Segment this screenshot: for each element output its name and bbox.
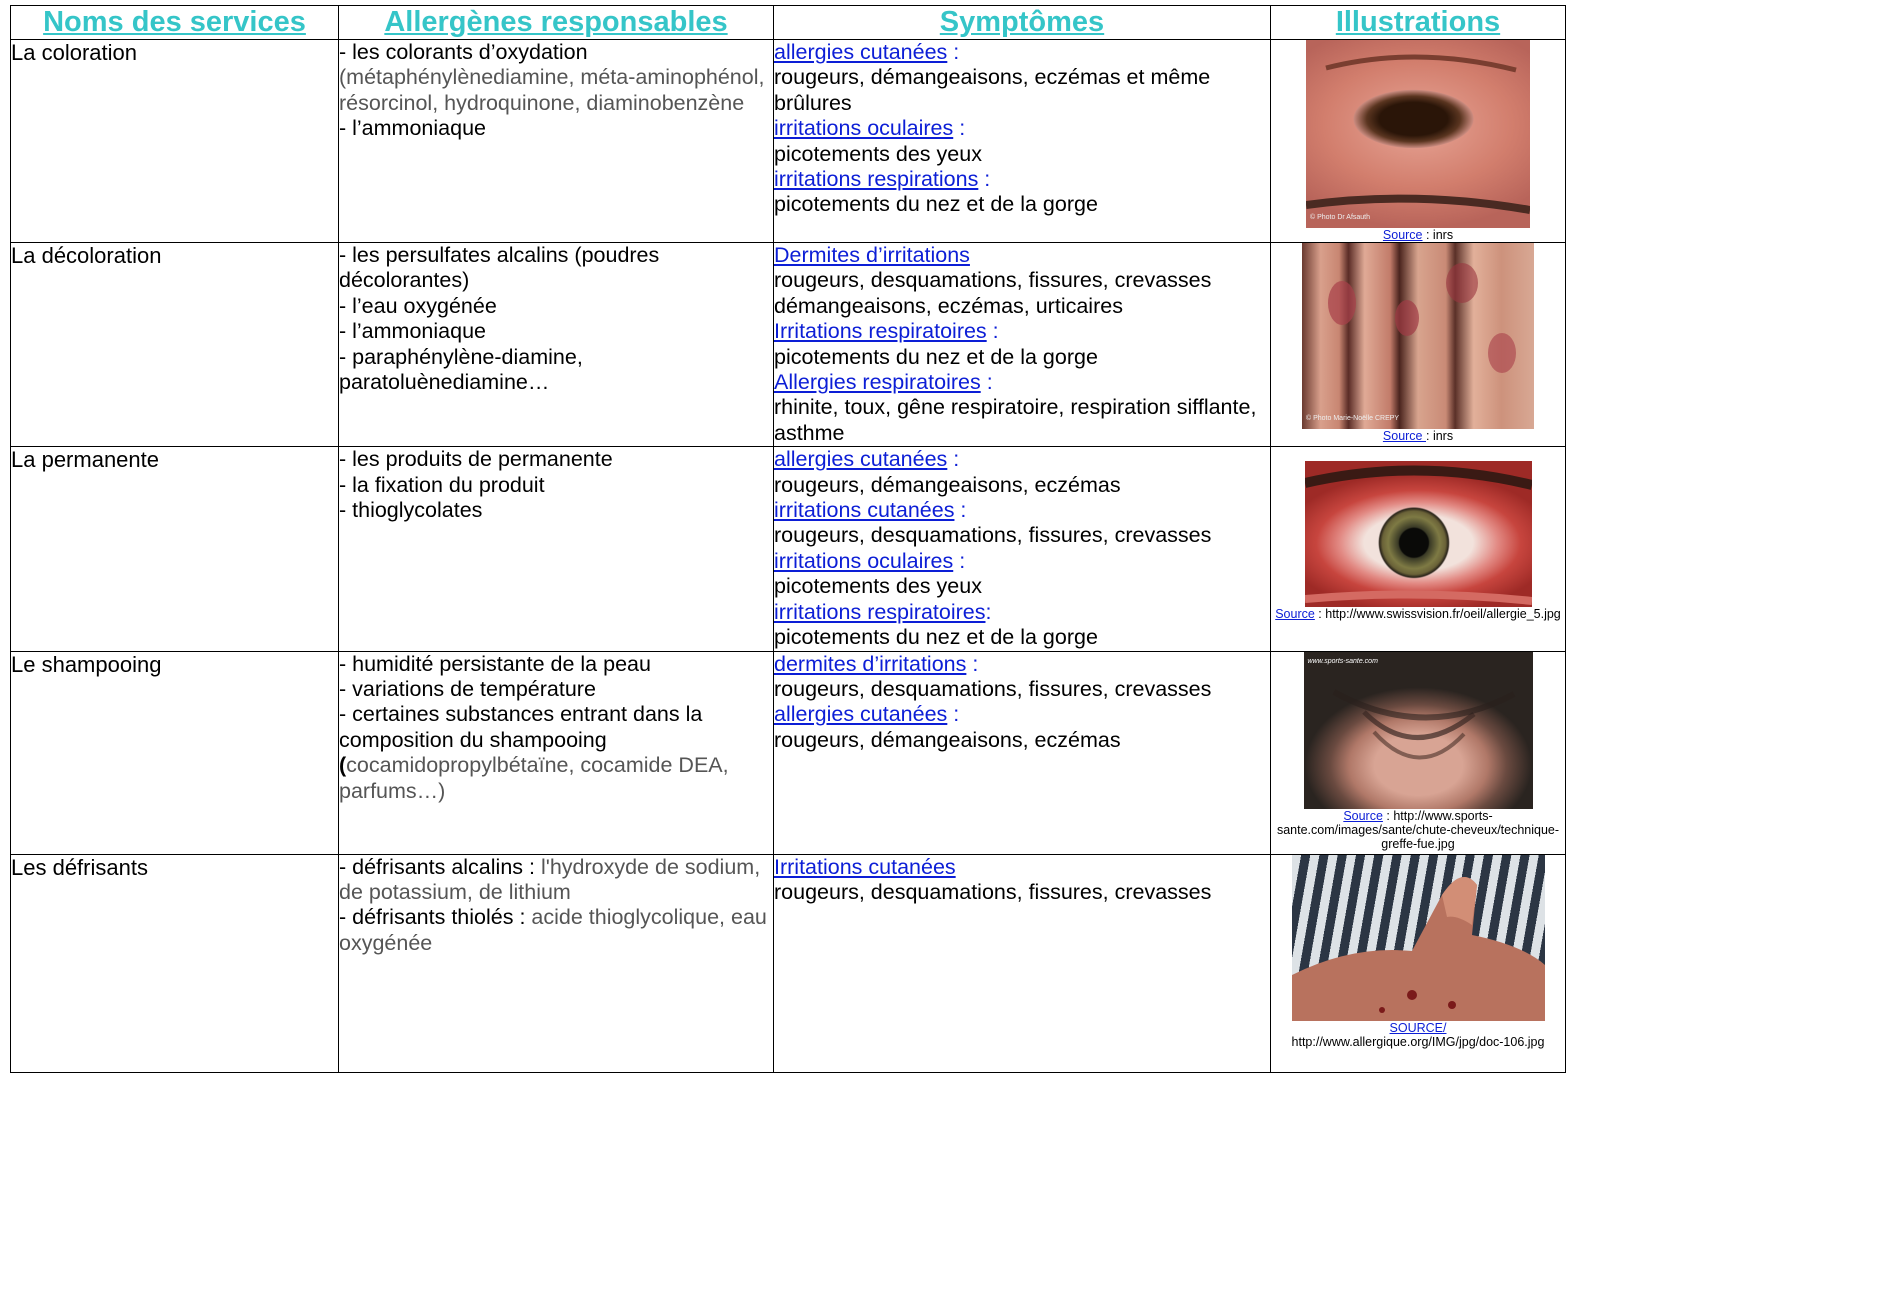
symptom-heading: irritations respiratoires: [774,599,992,624]
symptom-link[interactable]: dermites d’irritations [774,651,967,676]
illustration-cell [1271,447,1566,651]
symptom-text: picotements du nez et de la gorge [774,625,1098,650]
symptom-heading: allergies cutanées : [774,702,960,727]
symptom-heading: Allergies respiratoires : [774,370,993,395]
paren: ( [339,753,347,778]
image-caption: Source : http://www.sports-sante.com/images/sante/chute-cheveux/technique-greffe-fue.jpg [1276,808,1560,851]
table-row [11,651,1566,854]
symptom-text: rougeurs, démangeaisons, eczémas et même brûlures [774,65,1211,115]
allergen-line: - la fixation du produit [339,472,545,497]
image-caption: SOURCE/ http://www.allergique.org/IMG/jpg/doc-106.jpg [1291,1020,1545,1049]
allergens-cell [339,243,774,447]
header-cell [339,6,774,40]
allergen-line: - variations de température [339,676,596,701]
allergens-cell [339,40,774,243]
illustration-cell [1271,243,1566,447]
symptom-text: rougeurs, desquamations, fissures, crevasses [774,676,1212,701]
symptom-link[interactable]: Dermites d’irritations [774,243,970,267]
allergens-cell [339,447,774,651]
service-name: La décoloration [11,243,339,447]
allergy-table [10,5,1566,1073]
illustration-cell [1271,651,1566,854]
symptoms-cell [774,651,1271,854]
allergen-line: - les produits de permanente [339,447,613,472]
image-caption: Source : http://www.swissvision.fr/oeil/allergie_5.jpg [1275,607,1561,622]
bloodshot-eye-photo [1305,461,1532,607]
source-link[interactable]: Source [1343,808,1383,823]
symptom-link[interactable]: allergies cutanées [774,702,948,727]
allergen-line: - les colorants d’oxydation [339,40,588,64]
symptom-link[interactable]: irritations respiratoires [774,599,986,624]
symptom-link[interactable]: allergies cutanées [774,40,948,64]
allergen-line: - l’ammoniaque [339,116,486,141]
symptom-link[interactable]: Irritations cutanées [774,854,956,879]
table-row [11,447,1566,651]
red-eye-photo: © Photo Dr Afsauth [1306,40,1530,228]
symptoms-cell [774,854,1271,1072]
symptom-text: picotements du nez et de la gorge [774,344,1098,369]
allergen-line: - thioglycolates [339,498,483,523]
table-row [11,40,1566,243]
symptom-link[interactable]: irritations oculaires [774,548,954,573]
irritated-fingers-photo: © Photo Marie-Noëlle CREPY [1302,243,1534,429]
symptom-heading: allergies cutanées : [774,447,960,472]
symptom-heading: irritations oculaires : [774,116,966,141]
symptom-heading: allergies cutanées : [774,40,960,64]
source-link[interactable]: Source [1382,228,1423,242]
service-name: La coloration [11,40,339,243]
symptom-text: picotements des yeux [774,141,982,166]
symptom-heading: dermites d’irritations : [774,651,979,676]
symptom-link[interactable]: allergies cutanées [774,447,948,472]
allergen-line: (métaphénylènediamine, méta-aminophénol, résorcinol, hydroquinone, diaminobenzène [339,65,765,115]
header-illustrations[interactable]: Illustrations [1335,6,1501,38]
table-row [11,854,1566,1072]
source-link[interactable]: Source [1382,429,1426,443]
header-cell [774,6,1271,40]
image-caption: Source : inrs [1382,429,1454,443]
header-cell [1271,6,1566,40]
table-row [11,243,1566,447]
allergens-cell [339,651,774,854]
symptom-heading: irritations respirations : [774,167,991,192]
header-cell [11,6,339,40]
symptom-heading: Irritations respiratoires : [774,319,999,344]
allergens-cell [339,854,774,1072]
image-caption: Source : inrs [1382,228,1454,242]
allergen-line: (cocamidopropylbétaïne, cocamide DEA, parfums…) [339,753,729,803]
symptom-link[interactable]: Irritations respiratoires [774,319,987,344]
symptoms-cell [774,243,1271,447]
source-link[interactable]: SOURCE/ [1389,1020,1447,1035]
header-symptoms[interactable]: Symptômes [939,6,1105,38]
symptoms-cell [774,40,1271,243]
service-name: La permanente [11,447,339,651]
symptom-link[interactable]: irritations cutanées [774,498,955,523]
symptom-link[interactable]: Allergies respiratoires [774,370,981,395]
symptom-heading [774,243,1270,268]
symptom-link[interactable]: irritations respirations [774,167,979,192]
symptom-text: rhinite, toux, gêne respiratoire, respiration sifflante, asthme [774,395,1257,445]
allergen-line: - les persulfates alcalins (poudres décolorantes) [339,243,660,293]
allergen-line: - certaines substances entrant dans la composition du shampooing [339,702,703,752]
allergen-line: - défrisants alcalins : l'hydroxyde de sodium, de potassium, de lithium [339,854,761,904]
symptom-text: rougeurs, desquamations, fissures, crevasses démangeaisons, eczémas, urticaires [774,268,1212,318]
header-services[interactable]: Noms des services [43,6,306,38]
scalp-photo: www.sports-sante.com [1304,652,1533,809]
damaged-hand-photo [1292,855,1545,1021]
allergen-line: - l’eau oxygénée [339,293,497,318]
service-name: Le shampooing [11,651,339,854]
symptom-text: rougeurs, démangeaisons, eczémas [774,472,1121,497]
illustration-cell [1271,40,1566,243]
symptom-text: rougeurs, démangeaisons, eczémas [774,727,1121,752]
symptom-text: rougeurs, desquamations, fissures, crevasses [774,879,1212,904]
service-name: Les défrisants [11,854,339,1072]
header-row [11,6,1566,40]
symptom-heading: irritations oculaires : [774,548,966,573]
symptom-text: rougeurs, desquamations, fissures, crevasses [774,523,1212,548]
symptoms-cell [774,447,1271,651]
allergen-line: - défrisants thiolés : acide thioglycolique, eau oxygénée [339,905,767,955]
symptom-text: picotements du nez et de la gorge [774,192,1098,217]
illustration-cell [1271,854,1566,1072]
symptom-link[interactable]: irritations oculaires [774,116,954,141]
allergen-line: - paraphénylène-diamine, paratoluènediamine… [339,344,583,395]
symptom-heading: irritations cutanées : [774,498,967,523]
symptom-heading [774,855,1270,880]
symptom-text: picotements des yeux [774,574,982,599]
allergen-line: - humidité persistante de la peau [339,651,651,676]
header-allergens[interactable]: Allergènes responsables [384,6,728,38]
source-link[interactable]: Source [1275,607,1315,622]
allergen-line: - l’ammoniaque [339,319,486,344]
